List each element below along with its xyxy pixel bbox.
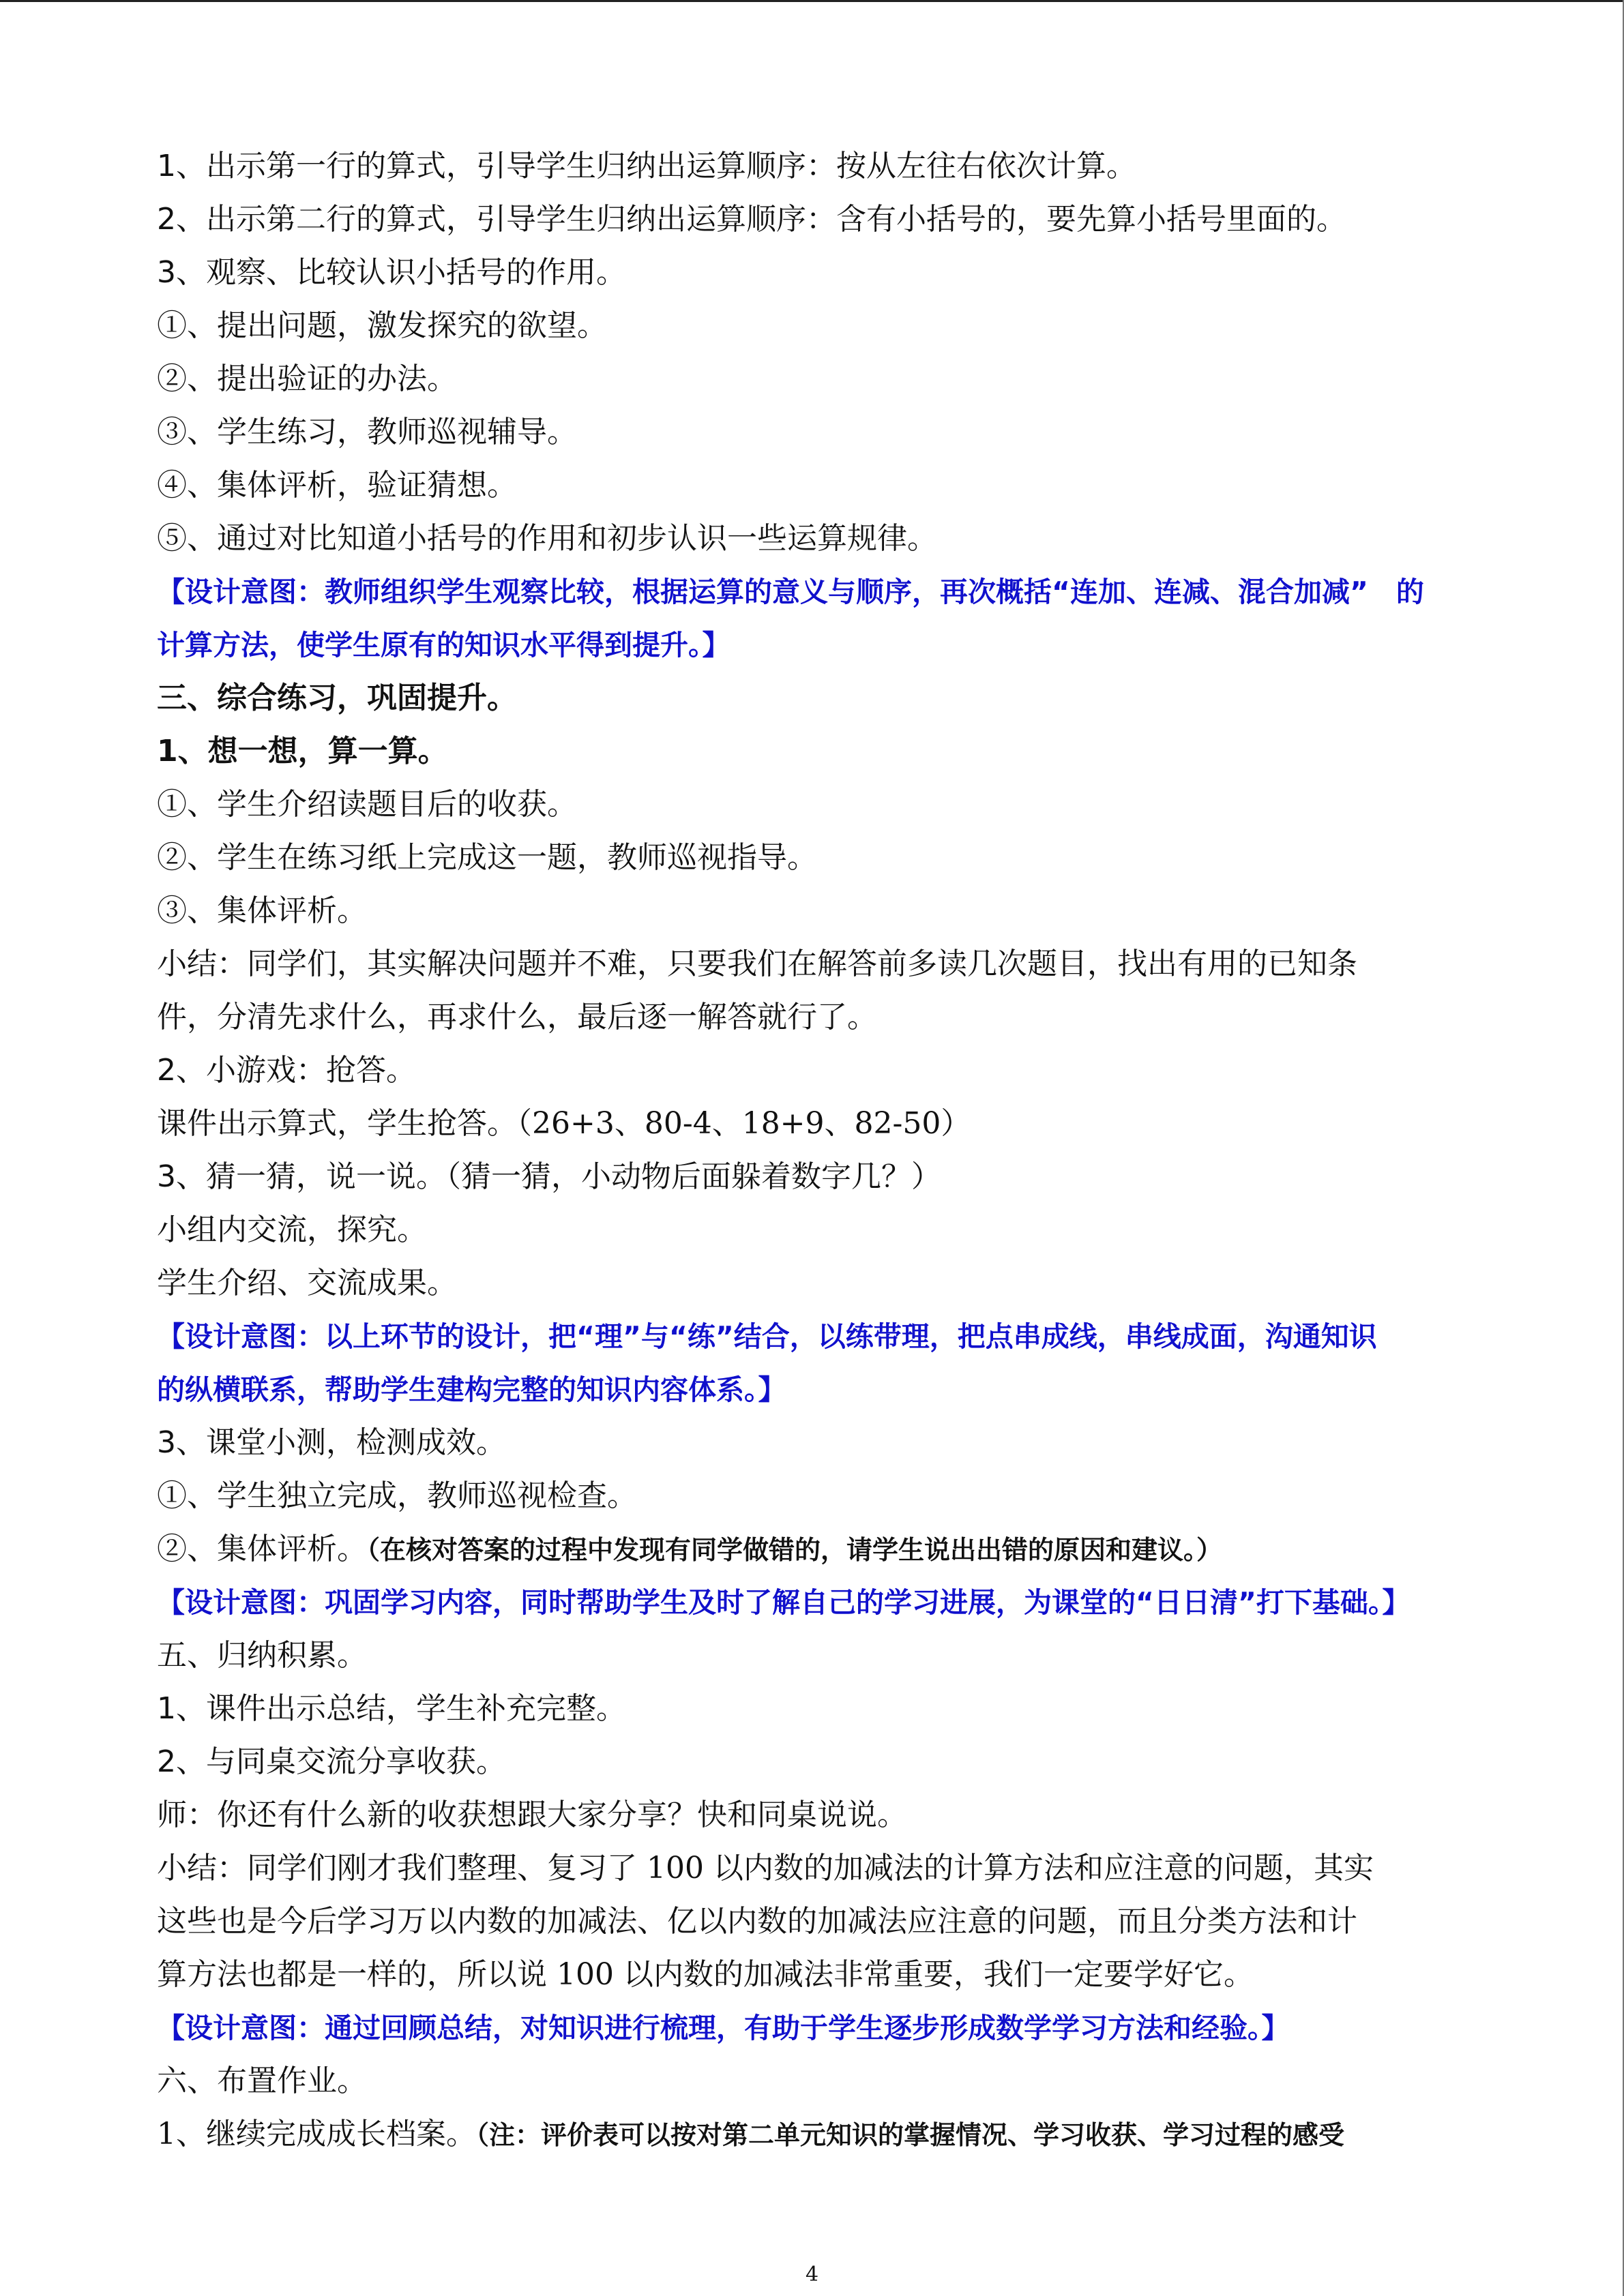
text-line: ⑤、通过对比知道小括号的作用和初步认识一些运算规律。: [157, 521, 937, 556]
text-line: 2、与同桌交流分享收获。: [157, 1744, 506, 1779]
design-intent-note: 【设计意图：教师组织学生观察比较，根据运算的意义与顺序，再次概括“连加、连减、混合加减” 的: [157, 576, 1424, 608]
text-line: [157, 2108, 1473, 2161]
text-line: 1、课件出示总结，学生补充完整。: [157, 1691, 626, 1726]
design-intent-note: 计算方法，使学生原有的知识水平得到提升。】: [157, 629, 730, 661]
text-line: ②、学生在练习纸上完成这一题，教师巡视指导。: [157, 840, 817, 875]
text-line: ①、提出问题，激发探究的欲望。: [157, 308, 607, 343]
text-line: 小结：同学们刚才我们整理、复习了 100 以内数的加减法的计算方法和应注意的问题，其实: [157, 1851, 1374, 1885]
text-line: [157, 1523, 1473, 1576]
text-line: ③、集体评析。: [157, 893, 367, 928]
page-number: 4: [805, 2263, 819, 2286]
text-line: 学生介绍、交流成果。: [157, 1266, 457, 1300]
subsection-heading: 1、想一想，算一算。: [157, 734, 448, 769]
top-border: [0, 0, 1624, 2]
text-span: 1、继续完成成长档案。: [157, 2117, 476, 2151]
text-line: 小组内交流，探究。: [157, 1212, 427, 1247]
inline-note: （注：评价表可以按对第二单元知识的掌握情况、学习收获、学习过程的感受: [476, 2120, 1345, 2150]
design-intent-note: 【设计意图：以上环节的设计，把“理”与“练”结合，以练带理，把点串成线，串线成面，沟通知识: [157, 1320, 1377, 1353]
design-intent-note: 【设计意图：通过回顾总结，对知识进行梳理，有助于学生逐步形成数学学习方法和经验。】: [157, 2012, 1290, 2044]
text-line: 2、出示第二行的算式，引导学生归纳出运算顺序：含有小括号的，要先算小括号里面的。: [157, 202, 1346, 237]
text-line: 算方法也都是一样的，所以说 100 以内数的加减法非常重要，我们一定要学好它。: [157, 1957, 1254, 1992]
text-line: ①、学生独立完成，教师巡视检查。: [157, 1478, 637, 1513]
design-intent-note: 的纵横联系，帮助学生建构完整的知识内容体系。】: [157, 1373, 786, 1406]
text-line: 3、观察、比较认识小括号的作用。: [157, 255, 626, 290]
text-line: ③、学生练习，教师巡视辅导。: [157, 415, 577, 449]
text-span: ②、集体评析。: [157, 1532, 367, 1566]
text-line: 3、猜一猜，说一说。（猜一猜，小动物后面躲着数字几？）: [157, 1159, 941, 1194]
text-line: 3、课堂小测，检测成效。: [157, 1425, 506, 1460]
design-intent-note: 【设计意图：巩固学习内容，同时帮助学生及时了解自己的学习进展，为课堂的“日日清”打下基础。】: [157, 1586, 1411, 1619]
inline-note: （在核对答案的过程中发现有同学做错的，请学生说出出错的原因和建议。）: [367, 1535, 1223, 1565]
text-line: 小结：同学们，其实解决问题并不难，只要我们在解答前多读几次题目，找出有用的已知条: [157, 946, 1357, 981]
text-line: 师：你还有什么新的收获想跟大家分享？快和同桌说说。: [157, 1798, 907, 1832]
text-line: 课件出示算式，学生抢答。（26+3、80-4、18+9、82-50）: [157, 1106, 971, 1141]
text-line: 这些也是今后学习万以内数的加减法、亿以内数的加减法应注意的问题，而且分类方法和计: [157, 1904, 1357, 1939]
text-line: 1、出示第一行的算式，引导学生归纳出运算顺序：按从左往右依次计算。: [157, 149, 1136, 183]
document-body: [157, 140, 1473, 2161]
text-line: ④、集体评析，验证猜想。: [157, 468, 517, 503]
text-line: ②、提出验证的办法。: [157, 361, 457, 396]
text-line: 件，分清先求什么，再求什么，最后逐一解答就行了。: [157, 1000, 877, 1034]
section-heading: 六、布置作业。: [157, 2063, 367, 2098]
text-line: ①、学生介绍读题目后的收获。: [157, 787, 577, 822]
section-heading: 五、归纳积累。: [157, 1638, 367, 1673]
text-line: 2、小游戏：抢答。: [157, 1053, 416, 1088]
section-heading: 三、综合练习，巩固提升。: [157, 681, 517, 715]
